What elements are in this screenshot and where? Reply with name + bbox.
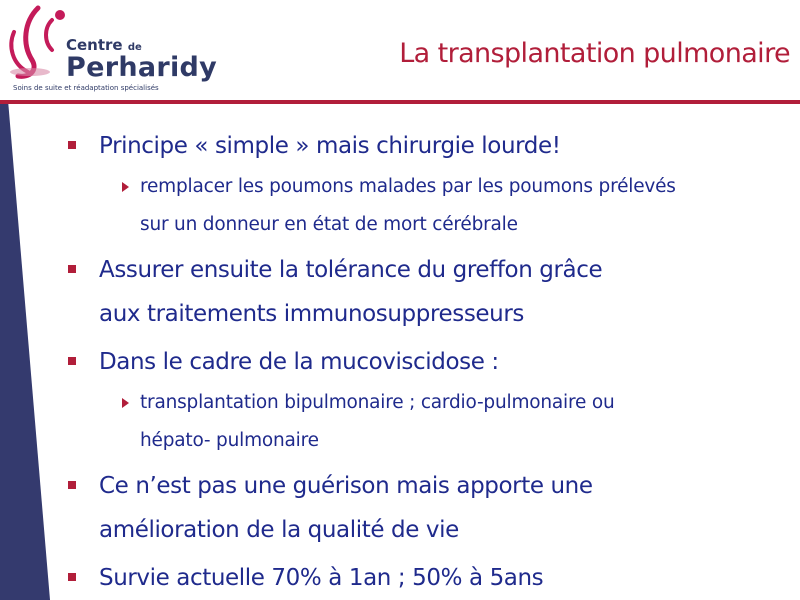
square-bullet-icon [68, 573, 76, 581]
logo-centre-text: Centre de [66, 36, 142, 54]
slide-content [68, 124, 768, 600]
bullet-line: aux traitements immunosuppresseurs [99, 301, 524, 327]
logo-tagline: Soins de suite et réadaptation spécialisés [13, 84, 159, 92]
bullet-line: Assurer ensuite la tolérance du greffon grâce [99, 257, 603, 283]
bullet-4 [68, 464, 768, 552]
perharidy-logo [4, 2, 234, 97]
bullet-3 [68, 340, 768, 384]
square-bullet-icon [68, 481, 76, 489]
sub-bullet-line: hépato- pulmonaire [140, 430, 319, 451]
header-divider [0, 100, 800, 104]
square-bullet-icon [68, 141, 76, 149]
sub-bullet-2 [68, 384, 768, 460]
bullet-2 [68, 248, 768, 336]
bullet-1 [68, 124, 768, 168]
sub-bullet-1 [68, 168, 768, 244]
sub-bullet-line: remplacer les poumons malades par les poumons prélevés [140, 176, 676, 197]
square-bullet-icon [68, 265, 76, 273]
bullet-text: Dans le cadre de la mucoviscidose : [99, 349, 499, 375]
square-bullet-icon [68, 357, 76, 365]
bullet-text: Survie actuelle 70% à 1an ; 50% à 5ans [99, 565, 544, 591]
triangle-bullet-icon [122, 398, 129, 408]
bullet-text: Principe « simple » mais chirurgie lourde! [99, 133, 561, 159]
logo-name: Perharidy [66, 52, 218, 83]
bullet-line: amélioration de la qualité de vie [99, 517, 459, 543]
sub-bullet-line: transplantation bipulmonaire ; cardio-pulmonaire ou [140, 392, 615, 413]
bullet-line: Ce n’est pas une guérison mais apporte une [99, 473, 593, 499]
bullet-5 [68, 556, 768, 600]
sub-bullet-line: sur un donneur en état de mort cérébrale [140, 214, 518, 235]
slide-title: La transplantation pulmonaire [399, 38, 790, 69]
triangle-bullet-icon [122, 182, 129, 192]
